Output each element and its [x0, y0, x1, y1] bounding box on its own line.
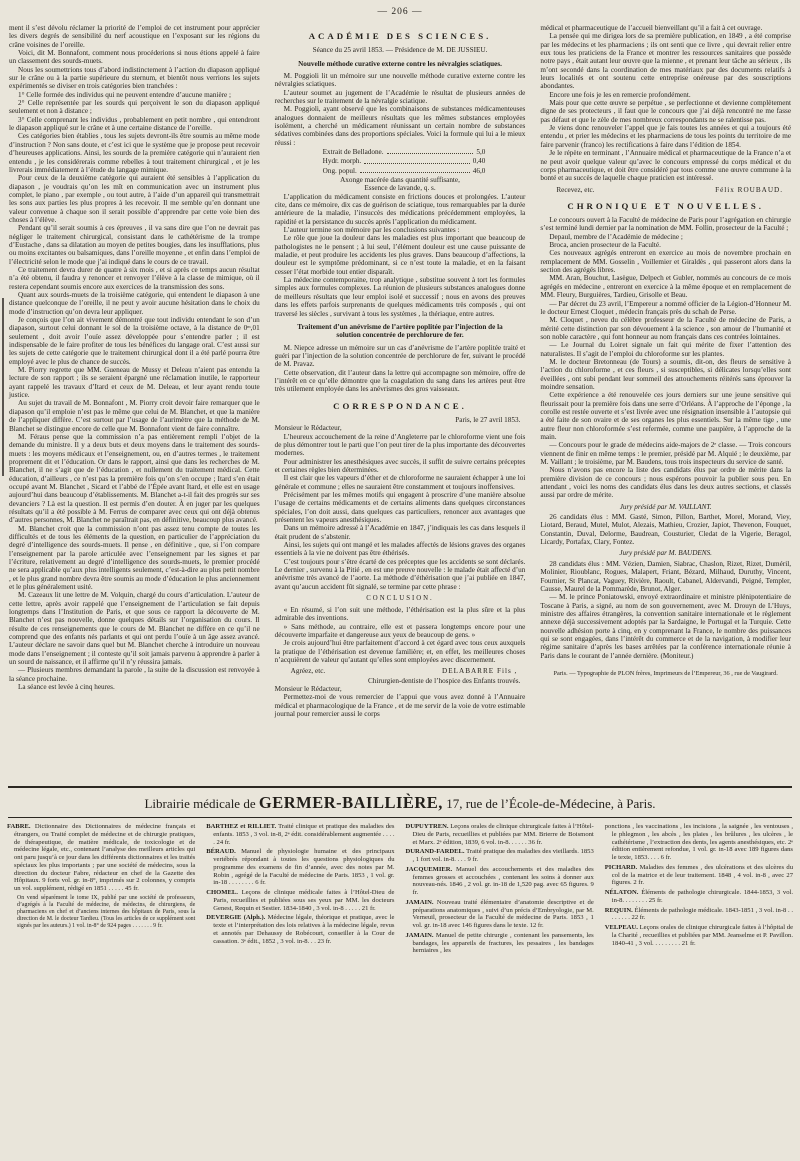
book-listing: FABRE. Dictionnaire des Dictionnaires de médecine français et étrangers, ou Traité complet de médecine et de chirurgie pratiques, de thérapeutique, de matière médicale, de toxicologie et de médecine légale, etc., contenant l’analyse des meilleurs articles qui ont paru jusqu’à ce jour dans les différents dictionnaires et les traités spéciaux les plus importants ; par une société de médecins, sous la direction du docteur Fabre, rédacteur en chef de la Gazette des Hôpitaux. 9 forts vol. gr. in-8°, imprimés sur 2 colonnes, y compris un vol. supplément, rédigé en 1851 . . . . . 45 fr.	[7, 823, 196, 893]
paragraph: L’auteur termine son mémoire par les conclusions suivantes :	[283, 226, 460, 235]
paragraph: Je conçois que l’on ait vivement démontré que tout individu entendant le son d’un diapason, surtout celui donnant le sol de la troisième octave, à la distance de 0ᵐ,01 seulement , doit avoir l’ouïe assez développée pour s’entendre parler ; il est indispensable de le faire profiter de tous les bénéfices du langage oral. C’est aussi sur les sujets de cette catégorie que le traitement chirurgical dont il a été parlé pourra être employé avec le plus de chance de succès.	[9, 316, 260, 366]
paragraph: La séance est levée à cinq heures.	[18, 683, 115, 692]
page-number: — 206 —	[377, 7, 423, 17]
scan-crease-artifact	[2, 298, 4, 476]
article-heading: Nouvelle méthode curative externe contre les névralgies sciatiques.	[298, 59, 502, 68]
book-listing: JACQUEMIER. Manuel des accouchements et des maladies des femmes grosses et accouchées , contenant les soins à donner aux nouveau-nés. 1846 , 2 vol. gr. in-18 de 1,520 pag. avec 65 figures. 9 fr.	[405, 865, 594, 897]
paragraph: M. le docteur Bretonneau (de Tours) a soumis, dit-on, des fleurs de sensitive à l’action du chloroforme , et ces fleurs , si susceptibles, si délicates lorsqu’elles sont éveillées , ont subi pendant leur sommeil des attouchements réitérés sans éprouver la moindre sensation.	[540, 357, 792, 391]
paragraph: MM. Aran, Bouchut, Lasègue, Delpech et Gubler, nommés au concours de ce mois agrégés en médecine , entreront en exercice à la même époque et en remplacement de MM. Fleury, Burguières, Tardieu, Grisolle et Beau.	[540, 274, 792, 300]
paragraph: — Par décret du 23 avril, l’Empereur a nommé officier de la Légion-d’Honneur M. le docteur Ernest Cloquet , médecin français près du schah de Perse.	[540, 299, 792, 316]
paragraph: 3° Celle comprenant les individus , probablement en petit nombre , qui entendront le diapason appliqué sur le crâne et à une certaine distance de l’oreille.	[9, 115, 260, 133]
paragraph: M. Poggioli, ayant observé que les combinaisons de substances médicamenteuses analogues donnaient de meilleurs résultats que les mêmes substances employées isolément, a cherché un médicament réunissant un certain nombre de substances sédatives combinées dans des proportions spéciales. Voici la formule qui lui a le mieux réussi :	[274, 105, 526, 147]
paragraph: Je viens donc renouveler l’appel que je fais toutes les années et qui a toujours été entendu , et prier les médecins et les pharmaciens de tous les points du territoire de me faire parvenir (franco) les rectifications à faire dans l’édition de 1854.	[540, 124, 792, 149]
paragraph: — Concours pour le grade de médecins aide-majors de 2ᵉ classe. — Trois concours viennent de finir en même temps : le premier, présidé par M. Alquié ; le deuxième, par M. Vaillant ; le troisième, par M. Baudens, tous trois inspecteurs du service de santé.	[540, 441, 792, 467]
paragraph: Broca, ancien prosecteur de la Faculté.	[549, 241, 661, 250]
paragraph: Cette observation, dit l’auteur dans la lettre qui accompagne son mémoire, offre de l’intérêt en ce qu’elle démontre que la coagulation du sang dans les artères peut être très utilement employée dans les anévrismes des gros vaisseaux.	[274, 368, 526, 394]
paragraph: La médecine contemporaine, trop analytique , substitue souvent à tort les formules simples aux formules complexes. La réunion de plusieurs substances analogues donne de meilleurs résultats que leur emploi isolé et successif ; nous en avons des preuves dans les effets parfois surprenants de quelques médicaments très composés , qui ont traversé les siècles , survivant à tous les systèmes , la thériaque, entre autres.	[274, 276, 526, 318]
printer-imprint: Paris. — Typographie de PLON frères, Imprimeurs de l’Empereur, 36 , rue de Vaugirard.	[553, 669, 778, 677]
paragraph: C’est toujours pour s’être écarté de ces préceptes que les accidents se sont déclarés. Le dernier , survenu à la Pitié , en est une preuve nouvelle : le malade était affecté d’un anévrisme très avancé de l’aorte. La méthode d’éthérisation que j’ai publiée en 1847, avant qu’aucun accident fût signalé, se termine par cette phrase :	[274, 557, 526, 591]
paragraph: M. Cloquet , neveu du célèbre professeur de la Faculté de médecine de Paris, a mérité cette distinction par son dévouement à la science , son amour de l’humanité et son noble caractère , qui font honneur au nom français dans ces contrées lointaines.	[540, 316, 792, 341]
book-listing: JAMAIN. Nouveau traité élémentaire d’anatomie descriptive et de préparations anatomiques , suivi d’un précis d’Embryologie, par M. Verneuil, prosecteur de la Faculté de médecine de Paris. 1853 , 1 vol. gr. in-18 avec 146 figures dans le texte. 12 fr.	[405, 898, 594, 930]
book-listing: REQUIN. Éléments de pathologie médicale. 1843-1851 , 3 vol. in-8 . . . . . . . . 22 fr.	[604, 906, 793, 922]
paragraph: Je crois aujourd’hui être parfaitement d’accord à cet égard avec tous ceux auxquels la pratique de l’éthérisation est devenue familière; et, en effet, les meilleures choses n’acquièrent de valeur qu’autant qu’elles sont employées avec discernement.	[274, 639, 526, 664]
paragraph: Jury présidé par M. BAUDENS.	[619, 549, 712, 558]
paragraph: Cette expérience a été renouvelée ces jours derniers sur une jeune sensitive qui fleurissait pour la première fois dans une serre d’Orléans. À l’approche de l’éponge , la corolle est restée ouverte et s’est livrée avec une résignation insensible à l’autopsie qui a été faite de son ovaire et de ses organes les plus essentiels. Sur la même tige , une autre fleur non chloroformée s’est refermée, comme une paupière, à l’approche de la main.	[540, 391, 792, 442]
paragraph: Nous les soumettrions tous d’abord indistinctement à l’action du diapason appliqué sur le crâne ou à la partie supérieure du sternum, et bientôt nous verrions les sujets expérimentés se diviser en trois catégories bien tranchées :	[9, 65, 260, 91]
section-heading-academie: ACADÉMIE DES SCIENCES.	[308, 31, 492, 41]
bookstore-title-prefix: Librairie médicale de	[144, 796, 259, 811]
paragraph: Essence de lavande, q. s.	[364, 184, 436, 193]
paragraph: Depaul, membre de l’Académie de médecine ;	[549, 232, 683, 241]
book-listing: CHOMEL. Leçons de clinique médicale faites à l’Hôtel-Dieu de Paris, recueillies et publiées sous ses yeux par MM. les docteurs Genest, Requin et Sestier. 1834-1840 , 3 vol. in-8 . . . . . 21 fr.	[206, 889, 395, 912]
signature-row: Agréez, etc. DELABARRE Fils ,	[290, 667, 518, 676]
ad-column-4	[605, 823, 793, 957]
paragraph: médical et pharmaceutique de l’accueil bienveillant qu’il a fait à cet ouvrage.	[540, 24, 763, 32]
paragraph: Pour ceux de la deuxième catégorie qui auraient été sensibles à l’application du diapason , je voudrais qu’on les mît en communication avec un instrument plus complet, le piano , par exemple , ou tout autre, à l’aide d’un appareil qui transmettrait les sons aux parties les plus propres à les recevoir. Il me semble qu’en donnant une valeur convenue à chaque son il serait possible d’apprendre par cette voie bien des choses à l’élève.	[9, 174, 260, 224]
book-listing: PICHARD. Maladies des femmes , des ulcérations et des ulcères du col de la matrice et de leur traitement. 1848 , 4 vol. in-8 , avec 27 figures. 2 fr.	[604, 863, 793, 887]
paragraph: Il est clair que les vapeurs d’éther et de chloroforme ne sauraient échapper à une loi générale et commune ; elles ne sauraient être constamment et toujours inoffensives.	[274, 474, 526, 491]
session-line: Séance du 25 avril 1853. — Présidence de M. DE JUSSIEU.	[312, 46, 488, 55]
bookstore-ad-section	[0, 786, 800, 1161]
paragraph: Nous n’avons pas encore la liste des candidats élus par ordre de mérite dans la première division de ce concours ; nous espérons pouvoir la publier sous peu. En attendant , voici les noms des candidats élus dans les deux autres sections, et classés aussi par ordre de mérite.	[540, 466, 792, 500]
conclusion-heading: CONCLUSION.	[366, 595, 434, 603]
paragraph: Au sujet du travail de M. Bonnafont , M. Piorry croit devoir faire remarquer que le diapason qu’il emploie n’est pas le même que celui de M. Blanchet, et que la manière de l’appliquer diffère. C’est surtout par l’usage de l’aurimètre que la méthode de M. Blanchet se distingue encore de celle que M. Bonnafont vient de faire connaître.	[9, 399, 260, 433]
paragraph: Le concours ouvert à la Faculté de médecine de Paris pour l’agrégation en chirurgie s’est terminé lundi dernier par la nomination de MM. Follin, prosecteur de la Faculté ;	[540, 216, 792, 233]
paragraph: Le rôle que joue la douleur dans les maladies est plus important que beaucoup de pathologistes ne le pensent ; à lui seul, l’élément douleur est une cause puissante de maladie, et peut produire les accidents les plus graves. Dans beaucoup d’affections, la douleur est le symptôme prédominant, si ce n’est toute la maladie, et en la faisant cesser l’état morbide tout entier disparaît.	[274, 234, 526, 276]
paragraph: La pensée qui me dirigea lors de sa première publication, en 1849 , a été comprise par les médecins et les pharmaciens ; ils ont senti que ce livre , qui devrait relier entre eux tous les praticiens de la France et montrer les ressources sanitaires que possède notre pays , était autant leur œuvre que la mienne , et prenant leur tâche au sérieux , ils m’ont secondé dans la coordination de mes matériaux par des documents relatifs à leurs localités et ont soutenu cette entreprise onéreuse par des souscriptions abondantes.	[540, 32, 792, 91]
book-listing: On vend séparément le tome IX, publié par une société de professeurs, d’agrégés à la Faculté de médecine, de médecins, de chirurgiens, de pharmaciens en chef et d’anciens internes des hôpitaux de Paris, sous la direction de M. le docteur Tardieu. (Tous les articles de ce supplément sont signés par les auteurs.) 1 vol. in-8° de 924 pages . . . . . . . 9 fr.	[17, 894, 196, 929]
column-left	[9, 24, 260, 779]
paragraph: Mais pour que cette œuvre se perpétue , se perfectionne et devienne complètement digne de ses protecteurs , il faut que le concours que j’ai déjà rencontré ne me fasse pas défaut et que le zèle de mes nombreux correspondants ne se ralentisse pas.	[540, 99, 792, 124]
paragraph: » Sans méthode, au contraire, elle est et passera longtemps encore pour une découverte imparfaite et dangereuse aux yeux de beaucoup de gens. »	[274, 622, 526, 639]
paragraph: Paris, le 27 avril 1853.	[455, 415, 521, 424]
book-listing: BÉRAUD. Manuel de physiologie humaine et des principaux vertébrés répondant à toutes les questions physiologiques du programme des examens de fin d’année, avec des notes par M. Robin , agrégé de la Faculté de médecine de Paris. 1853 , 1 vol. gr. in-18 . . . . . . . . 6 fr.	[206, 848, 395, 887]
section-heading-correspondance: CORRESPONDANCE.	[333, 400, 467, 411]
paragraph: M. Cazeaux lit une lettre de M. Volquin, chargé du cours d’articulation. L’auteur de cette lettre, après avoir rappelé que l’enseignement de l’articulation se fait depuis longtemps dans l’Institution de Paris, et que sous ce rapport la découverte de M. Blanchet n’est pas nouvelle, donne quelques détails sur l’organisation du cours. Il résulte de ces renseignements que le cours de M. Blanchet ne diffère en ce qu’il ne comprend que des enfants nés parlants et qui ont perdu l’ouïe à un âge assez avancé. L’auteur déclare ne savoir dans quel but M. Blanchet cherche à introduire un nouveau mode dans l’enseignement ; il conteste qu’il soit jamais parvenu à apprendre à parler à un sourd de naissance, et il affirme qu’il n’y réussira jamais.	[9, 591, 260, 667]
paragraph: Ces catégories bien établies , tous les sujets devront-ils être soumis au même mode d’instruction ? Non sans doute, et c’est ici que le système que je propose peut recevoir d’heureuses applications. Ainsi, les sourds de la première catégorie qui n’auraient rien entendu , je les considérerais comme rebelles à tout traitement chirurgical , et je les livrerais immédiatement à l’étude du langage mimique.	[9, 132, 260, 174]
main-text-area	[0, 17, 800, 779]
paragraph: Précisément par les mêmes motifs qui engagent à proscrire d’une manière absolue l’usage de certains médicaments et de certains aliments dans quelques circonstances spéciales, l’on doit aussi, dans quelques cas particuliers, renoncer aux avantages que présentent les vapeurs anesthésiques.	[274, 490, 526, 524]
formula-line: Extrait de Belladone. 5,0	[322, 147, 486, 156]
column-middle	[275, 24, 526, 779]
section-heading-chronique: CHRONIQUE ET NOUVELLES.	[567, 200, 765, 211]
paragraph: Jury présidé par M. VAILLANT.	[619, 502, 712, 511]
paragraph: Dans un mémoire adressé à l’Académie en 1847, j’indiquais les cas dans lesquels il était prudent de s’abstenir.	[274, 524, 526, 541]
paragraph: ment il s’est dévolu réclamer la priorité de l’emploi de cet instrument pour apprécier les divers degrés de sensibilité du nerf acoustique en l’exposant sur les régions du crâne voisines de l’oreille.	[9, 24, 260, 49]
paragraph: Permettez-moi de vous remercier de l’appui que vous avez donné à l’Annuaire médical et pharmacologique de la France , et de me servir de la voie de votre estimable journal pour remercier aussi le corps	[274, 693, 526, 719]
paragraph: 28 candidats élus : MM. Vézien, Damien, Siabrac, Chaslon, Rizet, Rizet, Duméril, Molinier, Rioublanc, Rogues, Malapert, Friant, Bézard, Milhaud, Duruthy, Vincent, Fournier, St Plancat, Vaguey, Rivière, Raoult, Cabanel, Aldervandi, Peigné, Templer, Causse, Maurel de la Pommarède, Brunot, Alger.	[540, 559, 792, 593]
paragraph: — Le Journal du Loiret signale un fait qui mérite de fixer l’attention des naturalistes. Il s’agit de l’emploi du chloroforme sur les plantes.	[540, 341, 792, 358]
book-listing: DEVERGIE (Alph.). Médecine légale, théorique et pratique, avec le texte et l’interprétation des lois relatives à la médecine légale, revus et annotés par Dehaussy de Robécourt, conseiller à la Cour de cassation. 3ᵉ édit., 1852 , 3 vol. in-8. . . 23 fr.	[206, 914, 395, 945]
paragraph: Je le répète en terminant , l’Annuaire médical et pharmaceutique de la France n’a et ne peut avoir quelque valeur qu’avec le concours empressé du corps médical et du corps pharmaceutique, et doit être considéré par tous comme une œuvre commune à la bonté et au succès de laquelle chaque praticien est intéressé.	[540, 149, 792, 183]
paragraph: Pendant qu’il serait soumis à ces épreuves , il va sans dire que l’on ne devrait pas négliger le traitement chirurgical, consistant dans le cathétérisme de la trompe d’Eustache , dans sa dilatation au moyen de petites bougies, dans les insufflations, plus ou moins excitantes ou balsamiques, dans l’oreille moyenne , et enfin dans l’emploi de l’électricité selon le mode que j’ai indiqué dans le cours de ce travail.	[9, 224, 260, 266]
book-listing: JAMAIN. Manuel de petite chirurgie , contenant les pansements, les bandages, les appareils de fractures, les pessaires , les bandages herniaires , les	[405, 931, 594, 955]
ad-column-3	[406, 823, 594, 957]
title-divider	[8, 817, 792, 818]
paragraph: L’heureux accouchement de la reine d’Angleterre par le chloroforme vient une fois de plus démontrer tout le parti que l’on peut tirer de la plus importante des découvertes modernes.	[274, 432, 526, 458]
paragraph: Voici, dit M. Bonnafont, comment nous procéderions si nous étions appelé à faire un classement des sourds-muets.	[9, 49, 260, 66]
paragraph: Monsieur le Rédacteur,	[274, 424, 342, 433]
paragraph: M. Piorry regrette que MM. Gueneau de Mussy et Deleau n’aient pas entendu la lecture de son rapport ; ils se seraient épargné une réclamation inutile, le rapporteur ayant rappelé les travaux d’Itard et ceux de M. Deleau, et leur ayant rendu toute justice.	[9, 366, 260, 400]
paragraph: « En résumé, si l’on suit une méthode, l’éthérisation est la plus sûre et la plus admirable des inventions.	[274, 605, 526, 623]
ad-column-1	[7, 823, 195, 957]
book-listing: NÉLATON. Éléments de pathologie chirurgicale. 1844-1853, 3 vol. in-8. . . . . . . . 25 fr.	[604, 889, 793, 904]
paragraph: Ce traitement devra durer de quatre à six mois , et si après ce temps aucun résultat n’a été obtenu, il faudra y renoncer et renvoyer l’élève à la classe de mimique, où il restera cependant soumis encore aux exercices de la transmission des sons.	[9, 265, 260, 291]
formula-line: Ong. popul. 46,0	[322, 166, 486, 175]
column-right	[540, 24, 791, 779]
paragraph: 1° Celle formée des individus qui ne peuvent entendre d’aucune manière ;	[18, 90, 232, 99]
paragraph: — M. le prince Poniatowski, envoyé extraordinaire et ministre plénipotentiaire de Toscane à Paris, a signé, au nom de son gouvernement, avec M. Drouyn de L’Huys, ministre des affaires étrangères, la convention sanitaire internationale et le règlement annexe déjà successivement adoptés par la Sardaigne, le Portugal et la Turquie. Cette nouvelle adhésion porte à cinq, en y comprenant la France, le nombre des puissances qui se sont engagées, dans l’intérêt du commerce et de la navigation, à modifier leur régime sanitaire d’après les bases arrêtées par la conférence internationale réunie à Paris dans le courant de l’année dernière. (Moniteur.)	[540, 593, 792, 660]
paragraph: Quant aux sourds-muets de la troisième catégorie, qui entendent le diapason à une distance quelconque de l’oreille, il ne peut y avoir aucune hésitation dans le choix du mode d’instruction qu’on devra leur appliquer.	[9, 291, 260, 316]
ad-column-2	[206, 823, 394, 957]
paragraph: M. Poggioli lit un mémoire sur une nouvelle méthode curative externe contre les névralgies sciatiques.	[274, 71, 526, 89]
paragraph: 26 candidats élus : MM. Gasté, Simon, Pillon, Barthet, Morel, Morand, Viey, Liotard, Beraud, Mutel, Mulot, Alezais, Mathieu, Crozier, Japiot, Thevenon, Fouquet, Constantin, Duval, Delorme, Baudrean, Cousturier, Cledat de la Vigerie, Beragol, Licardy, Portafax, Clary, Fontez.	[540, 513, 792, 547]
paragraph: M. Féraus pense que la commission n’a pas entièrement rempli l’objet de la demande du ministre. Il y a deux buts et deux moyens dans le traitement des sourds-muets : les moyens médicaux et l’enseignement, ou, en d’autres termes , le traitement proprement dit et l’éducation. Or dans le rapport, ainsi que dans les recherches de M. Blanchet, il ne s’agit que de l’éducation , et nullement du traitement médical. Cette éducation, d’ailleurs , ce n’est pas la première fois qu’on s’en occupe ; Itard s’en était occupé avant M. Blanchet , Sicard et l’abbé de l’Épée avant Itard, et elle est en usage aujourd’hui dans beaucoup d’établissements. M. Blanchet a-t-il fait des progrès sur ses devanciers ? Là est la question. Il est permis d’en douter. À en juger par les quelques résultats qu’il a été possible à M. Ferrus de comparer avec ceux qui ont déjà obtenus d’autres personnes, M. Blanchet ne paraîtrait pas, en définitive, beaucoup plus avancé.	[9, 432, 260, 525]
article-heading: Traitement d’un anévrisme de l’artère poplitée par l’injection de la solution concentrée de perchlorure de fer.	[297, 322, 503, 340]
book-listing: VELPEAU. Leçons orales de clinique chirurgicale faites à l’hôpital de la Charité , recueillies et publiées par MM. Jeanselme et P. Pavillon. 1840-41 , 3 vol. . . . . . . . . 21 fr.	[604, 924, 793, 947]
paragraph: Pour administrer les anesthésiques avec succès, il suffit de suivre certains préceptes et certaines règles bien déterminées.	[274, 457, 526, 474]
paragraph: — Plusieurs membres demandant la parole , la suite de la discussion est renvoyée à la séance prochaine.	[9, 666, 260, 683]
book-listing: BARTHEZ et RILLIET. Traité clinique et pratique des maladies des enfants. 1853 , 3 vol. in-8, 2ᵉ édit. considérablement augmentée . . . . . 24 fr.	[206, 823, 395, 846]
paragraph: Ces nouveaux agrégés entreront en exercice au mois de novembre prochain en remplacement de MM. Gosselin , Voillemier et Giraldès , qui passeront alors dans la section des agrégés libres.	[540, 249, 792, 275]
paragraph: L’application du médicament consiste en frictions douces et prolongées. L’auteur cite, dans ce mémoire, dix cas de guérison de sciatique, tous remarquables par la durée antérieure de la maladie, l’insuccès des médications précédemment employées, la rapidité et la persistance du succès après l’application du médicament.	[274, 192, 526, 226]
paragraph: Encore une fois je les en remercie profondément.	[549, 90, 691, 99]
formula-line: Hydr. morph. 0,40	[322, 157, 486, 166]
book-listing: DURAND-FARDEL. Traité pratique des maladies des vieillards. 1853 , 1 fort vol. in-8. . . . 9 fr.	[405, 848, 594, 864]
book-listings	[7, 823, 793, 957]
bookstore-address: 17, rue de l’École-de-Médecine, à Paris.	[442, 796, 656, 811]
paragraph: Monsieur le Rédacteur,	[274, 685, 342, 693]
paragraph: Axonge macérée dans quantité suffisante,	[340, 176, 460, 185]
paragraph: Ainsi, les sujets qui ont mangé et les malades affectés de lésions graves des organes essentiels à la vie ne doivent pas être éthérisés.	[274, 540, 526, 558]
book-listing: ponctions , les vaccinations , les incisions , la saignée , les ventouses , le phlegmon , les abcès , les plaies , les brûlures , les ulcères , le cathétérisme , l’extraction des dents, les agents anesthésiques, etc. 2ᵉ édition entièrement refondue, 1 vol. gr. in-18 avec 189 figures dans le texte, 1853. . . . 6 fr.	[604, 823, 793, 862]
book-listing: DUPUYTREN. Leçons orales de clinique chirurgicale faites à l’Hôtel-Dieu de Paris, recueillies et publiées par MM. Brierre de Boismont et Marx. 2ᵉ édition, 1839, 6 vol. in-8. . . . . . 36 fr.	[405, 823, 594, 846]
paragraph: 2° Celle représentée par les sourds qui perçoivent le son du diapason appliqué seulement et non à distance ;	[9, 99, 260, 116]
paragraph: L’auteur soumet au jugement de l’Académie le résultat de plusieurs années de recherches sur le traitement de la névralgie sciatique.	[274, 88, 526, 105]
bookstore-name: GERMER-BAILLIÈRE,	[258, 793, 443, 812]
signature-row: Recevez, etc. Félix ROUBAUD.	[556, 185, 784, 194]
bookstore-title	[7, 788, 793, 817]
paragraph: Chirurgien-dentiste de l’hospice des Enfants trouvés.	[367, 676, 521, 685]
paragraph: M. Blanchet croit que la commission n’ont pas assez tenu compte de toutes les difficultés et de tous les éléments de la question, en particulier de l’appréciation du degré d’intelligence des sourds-muets. Il pense , en définitive , que, si l’on compare l’enseignement par la parole articulée avec l’enseignement par les signes et par l’écriture, relativement au degré d’intelligence des sourds-muets, le premier procédé ne sera applicable qu’aux plus intelligents seulement, c’est-à-dire au plus petit nombre , et le plus grand nombre devra être soumis au mode d’éducation le plus anciennement et le plus généralement usité.	[9, 524, 260, 592]
paragraph: M. Niepce adresse un mémoire sur un cas d’anévrisme de l’artère poplitée traité et guéri par l’injection de la solution concentrée de perchlorure de fer, suivant le procédé de M. Pravaz.	[274, 343, 526, 369]
